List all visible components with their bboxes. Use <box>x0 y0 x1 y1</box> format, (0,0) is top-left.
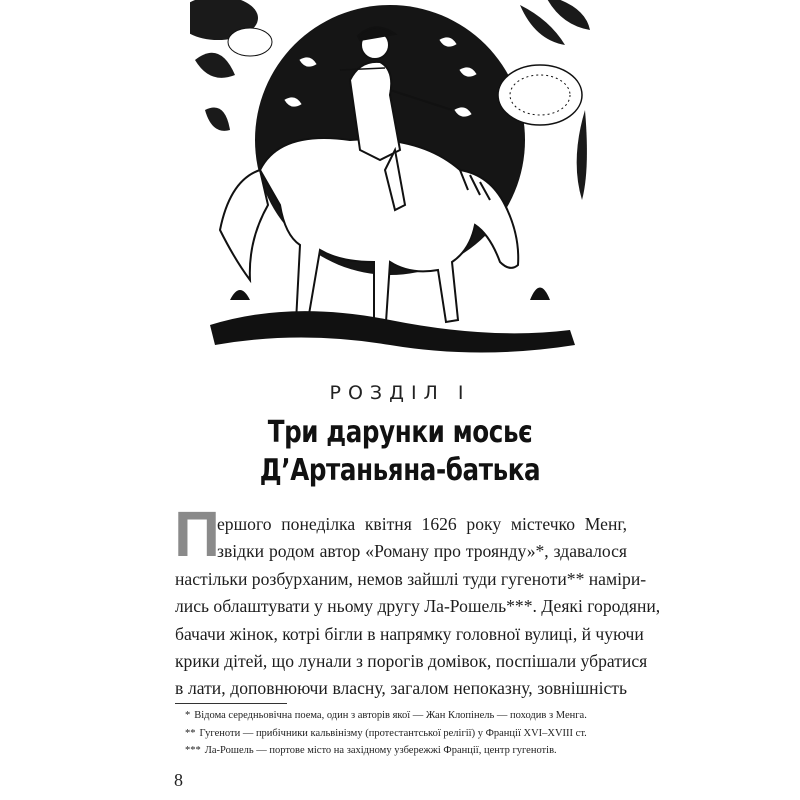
ground <box>210 288 575 353</box>
footnote <box>175 725 627 743</box>
page-number: 8 <box>174 770 183 790</box>
body-line: лись облаштувати у ньому другу Ла-Рошель***. Деякі городяни, <box>175 596 661 617</box>
drop-cap: П <box>174 498 220 570</box>
footnote <box>175 707 627 725</box>
body-line: бачачи жінок, котрі бігли в напрямку головної вулиці, й чуючи <box>175 623 644 644</box>
footnote-divider <box>175 703 287 704</box>
footnote <box>175 742 627 760</box>
footnote-mark: *** <box>185 745 201 756</box>
body-line: в лати, доповнюючи власну, загалом непоказну, зовнішність <box>175 678 627 699</box>
footnote-text: Гугеноти — прибічники кальвінізму (протестантської релігії) у Франції XVI–XVIII ст. <box>199 727 587 739</box>
footnote-text: Ла-Рошель — портове місто на західному узбережжі Франції, центр гугенотів. <box>204 745 557 756</box>
footnote-mark: ** <box>185 727 196 739</box>
footnotes <box>175 707 627 760</box>
chapter-title <box>0 414 800 490</box>
chapter-title-line-1: Три дарунки мосьє <box>267 415 533 450</box>
body-line: ершого понеділка квітня 1626 року містечко Менг, <box>217 514 627 534</box>
body-line: звідки родом автор «Роману про троянду»*, здавалося <box>217 541 627 562</box>
footnote-text: Відома середньовічна поема, один з авторів якої — Жан Клопінель — походив з Менга. <box>194 710 587 721</box>
chapter-label: РОЗДІЛ І <box>329 382 471 404</box>
body-line: крики дітей, що лунали з порогів домівок, поспішали убратися <box>175 650 648 671</box>
body-line: настільки розбурханим, немов зайшлі туди гугеноти** наміри- <box>175 568 647 589</box>
chapter-title-line-2: Д’Артаньяна-батька <box>259 453 541 488</box>
footnote-mark: * <box>185 710 191 721</box>
chapter-illustration <box>190 0 590 365</box>
body-text <box>174 498 661 703</box>
